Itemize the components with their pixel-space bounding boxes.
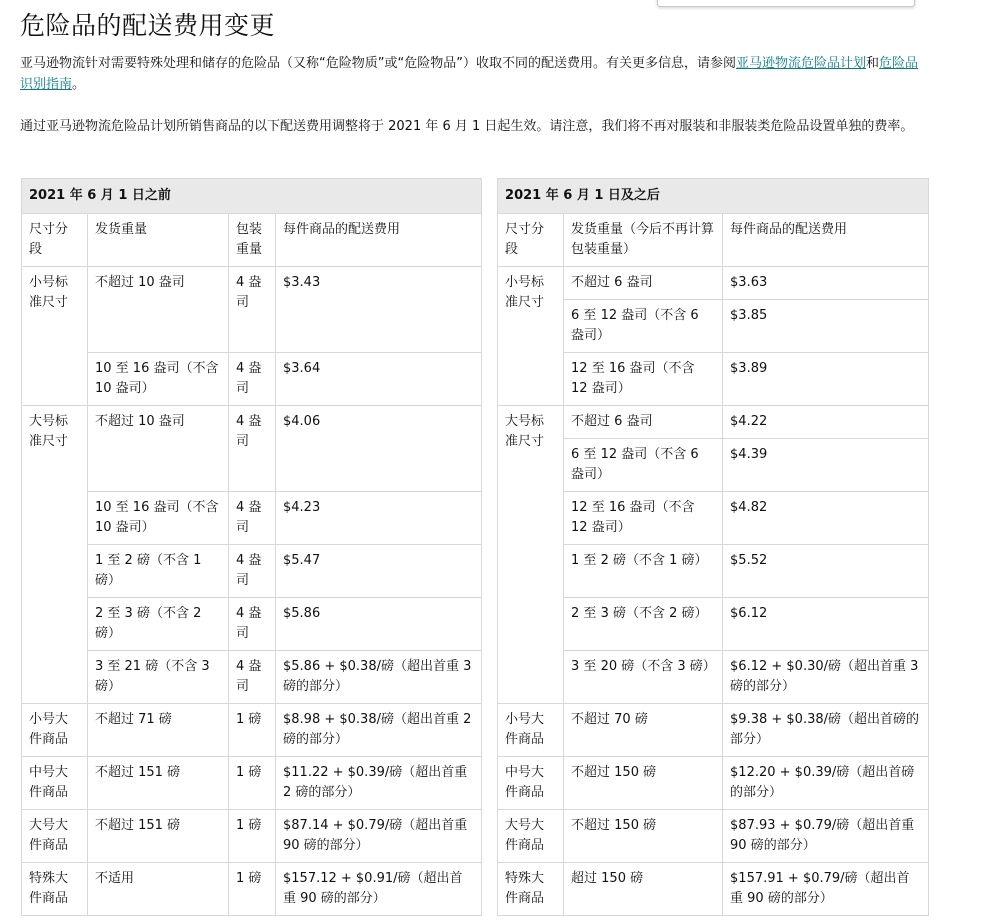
col-header-fee: 每件商品的配送费用 [723, 214, 929, 267]
size-tier-cell: 特殊大件商品 [22, 863, 88, 916]
packaging-cell: 4 盎司 [229, 598, 276, 651]
col-header-fee: 每件商品的配送费用 [276, 214, 482, 267]
packaging-cell: 1 磅 [229, 704, 276, 757]
fee-cell: $3.89 [723, 353, 929, 406]
packaging-cell: 1 磅 [229, 810, 276, 863]
fee-cell: $5.86 + $0.38/磅（超出首重 3 磅的部分） [276, 651, 482, 704]
packaging-cell: 4 盎司 [229, 353, 276, 406]
fee-cell: $157.91 + $0.79/磅（超出首重 90 磅的部分） [723, 863, 929, 916]
before-section-title: 2021 年 6 月 1 日之前 [22, 179, 482, 214]
fee-cell: $4.82 [723, 492, 929, 545]
table-row [22, 353, 929, 406]
dg-identification-guide-link[interactable]: 危险品识别指南 [20, 56, 918, 92]
size-tier-cell: 小号大件商品 [498, 704, 564, 757]
weight-cell: 超过 150 磅 [564, 863, 723, 916]
table-row [22, 545, 929, 598]
notice-paragraph: 通过亚马逊物流危险品计划所销售商品的以下配送费用调整将于 2021 年 6 月 1 日起生效。请注意，我们将不再对服装和非服装类危险品设置单独的费率。 [20, 119, 914, 134]
table-row [22, 492, 929, 545]
col-header-size-tier: 尺寸分段 [22, 214, 88, 267]
table-row [22, 757, 929, 810]
weight-cell: 3 至 20 磅（不含 3 磅） [564, 651, 723, 704]
table-row [22, 598, 929, 651]
packaging-cell: 4 盎司 [229, 267, 276, 353]
col-header-size-tier: 尺寸分段 [498, 214, 564, 267]
fee-cell: $3.64 [276, 353, 482, 406]
size-tier-cell: 大号标准尺寸 [498, 406, 564, 704]
size-tier-cell: 小号大件商品 [22, 704, 88, 757]
weight-cell: 6 至 12 盎司（不含 6 盎司） [564, 300, 723, 353]
size-tier-cell: 小号标准尺寸 [498, 267, 564, 406]
weight-cell: 不超过 151 磅 [88, 757, 229, 810]
fee-cell: $8.98 + $0.38/磅（超出首重 2 磅的部分） [276, 704, 482, 757]
weight-cell: 不适用 [88, 863, 229, 916]
size-tier-cell: 中号大件商品 [22, 757, 88, 810]
fee-cell: $3.63 [723, 267, 929, 300]
fee-table [21, 178, 929, 916]
size-tier-cell: 特殊大件商品 [498, 863, 564, 916]
fee-cell: $4.22 [723, 406, 929, 439]
col-header-shipping-weight: 发货重量 [88, 214, 229, 267]
weight-cell: 6 至 12 盎司（不含 6 盎司） [564, 439, 723, 492]
size-tier-cell: 中号大件商品 [498, 757, 564, 810]
size-tier-cell: 大号大件商品 [498, 810, 564, 863]
after-section-title: 2021 年 6 月 1 日及之后 [498, 179, 929, 214]
weight-cell: 1 至 2 磅（不含 1 磅） [564, 545, 723, 598]
size-tier-cell: 小号标准尺寸 [22, 267, 88, 406]
weight-cell: 不超过 150 磅 [564, 810, 723, 863]
weight-cell: 10 至 16 盎司（不含 10 盎司） [88, 492, 229, 545]
fee-cell: $6.12 [723, 598, 929, 651]
weight-cell: 2 至 3 磅（不含 2 磅） [564, 598, 723, 651]
weight-cell: 不超过 10 盎司 [88, 267, 229, 353]
weight-cell: 不超过 6 盎司 [564, 267, 723, 300]
col-header-shipping-weight: 发货重量（今后不再计算包装重量） [564, 214, 723, 267]
fee-cell: $3.43 [276, 267, 482, 353]
fee-cell: $9.38 + $0.38/磅（超出首磅的部分） [723, 704, 929, 757]
table-row [22, 810, 929, 863]
weight-cell: 不超过 71 磅 [88, 704, 229, 757]
packaging-cell: 4 盎司 [229, 492, 276, 545]
fee-cell: $4.23 [276, 492, 482, 545]
table-row [22, 704, 929, 757]
fba-dg-program-link[interactable]: 亚马逊物流危险品计划 [735, 56, 866, 71]
fee-cell: $87.93 + $0.79/磅（超出首重 90 磅的部分） [723, 810, 929, 863]
weight-cell: 不超过 70 磅 [564, 704, 723, 757]
weight-cell: 不超过 10 盎司 [88, 406, 229, 492]
fee-cell: $87.14 + $0.79/磅（超出首重 90 磅的部分） [276, 810, 482, 863]
packaging-cell: 1 磅 [229, 757, 276, 810]
col-header-packaging-weight: 包装重量 [229, 214, 276, 267]
table-row [22, 651, 929, 704]
fee-cell: $3.85 [723, 300, 929, 353]
intro-end: 。 [72, 77, 86, 92]
fee-cell: $157.12 + $0.91/磅（超出首重 90 磅的部分） [276, 863, 482, 916]
packaging-cell: 1 磅 [229, 863, 276, 916]
weight-cell: 10 至 16 盎司（不含 10 盎司） [88, 353, 229, 406]
fee-cell: $4.39 [723, 439, 929, 492]
fee-cell: $5.52 [723, 545, 929, 598]
intro-and: 和 [865, 56, 879, 71]
weight-cell: 3 至 21 磅（不含 3 磅） [88, 651, 229, 704]
page-title: 危险品的配送费用变更 [20, 11, 276, 40]
weight-cell: 不超过 150 磅 [564, 757, 723, 810]
weight-cell: 1 至 2 磅（不含 1 磅） [88, 545, 229, 598]
packaging-cell: 4 盎司 [229, 545, 276, 598]
size-tier-cell: 大号标准尺寸 [22, 406, 88, 704]
fee-cell: $5.47 [276, 545, 482, 598]
intro-paragraph [20, 53, 926, 95]
packaging-cell: 4 盎司 [229, 651, 276, 704]
search-box-edge[interactable] [657, 0, 915, 7]
weight-cell: 不超过 6 盎司 [564, 406, 723, 439]
fee-cell: $4.06 [276, 406, 482, 492]
table-row [22, 406, 929, 439]
fee-cell: $6.12 + $0.30/磅（超出首重 3 磅的部分） [723, 651, 929, 704]
table-row [22, 267, 929, 300]
weight-cell: 12 至 16 盎司（不含 12 盎司） [564, 492, 723, 545]
weight-cell: 不超过 151 磅 [88, 810, 229, 863]
fee-cell: $12.20 + $0.39/磅（超出首磅的部分） [723, 757, 929, 810]
size-tier-cell: 大号大件商品 [22, 810, 88, 863]
column-header-row [22, 214, 929, 267]
weight-cell: 2 至 3 磅（不含 2 磅） [88, 598, 229, 651]
fee-cell: $5.86 [276, 598, 482, 651]
table-row [22, 863, 929, 916]
fee-cell: $11.22 + $0.39/磅（超出首重 2 磅的部分） [276, 757, 482, 810]
packaging-cell: 4 盎司 [229, 406, 276, 492]
weight-cell: 12 至 16 盎司（不含 12 盎司） [564, 353, 723, 406]
table-section-header-row [22, 179, 929, 214]
intro-text: 亚马逊物流针对需要特殊处理和储存的危险品（又称“危险物质”或“危险物品”）收取不同的配送费用。有关更多信息，请参阅 [20, 56, 736, 71]
